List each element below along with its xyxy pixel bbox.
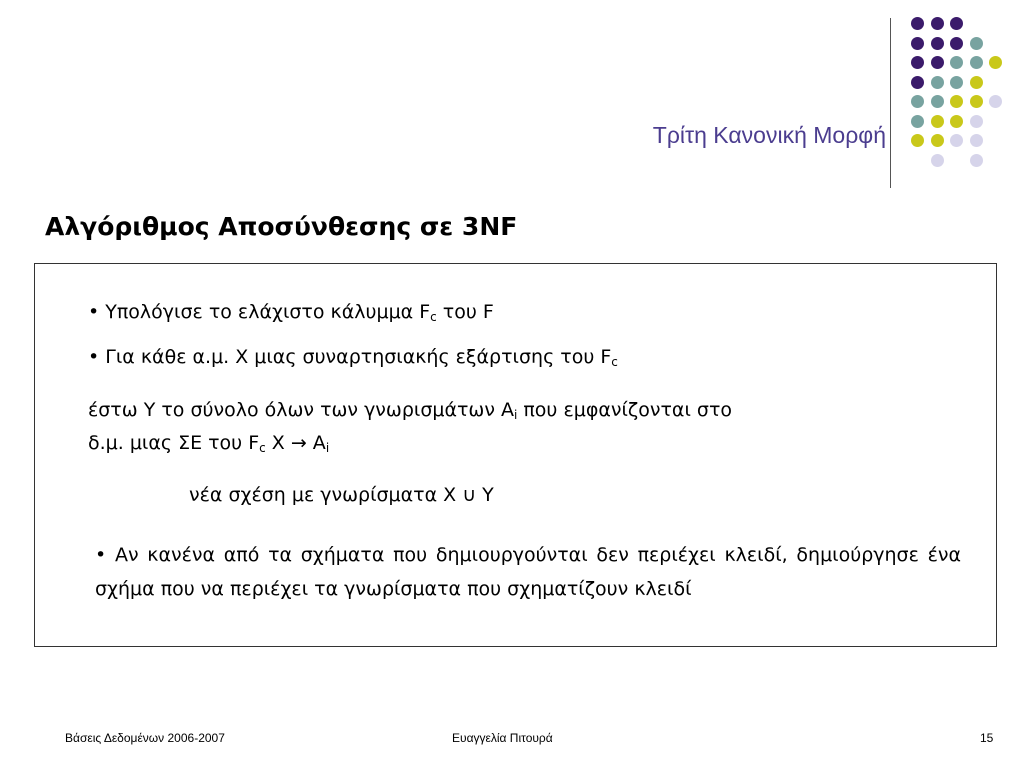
bullet-text: Για κάθε α.μ. X μιας συναρτησιακής εξάρτισης του F	[105, 346, 612, 368]
decorative-dot	[970, 154, 983, 167]
subscript: c	[259, 441, 266, 455]
decorative-dot	[931, 154, 944, 167]
bullet-marker: •	[95, 544, 107, 566]
decorative-dot	[950, 134, 963, 147]
decorative-dot	[950, 37, 963, 50]
new-relation-line: νέα σχέση με γνωρίσματα X ∪ Y	[189, 484, 494, 506]
bullet-for-each-lhs	[88, 346, 618, 369]
subscript: c	[430, 310, 437, 324]
slide-heading: Αλγόριθμος Αποσύνθεσης σε 3NF	[45, 212, 518, 241]
decorative-dot	[989, 56, 1002, 69]
text-tail: που εμφανίζονται στο	[517, 399, 733, 421]
decorative-dot	[931, 95, 944, 108]
decorative-dot	[970, 37, 983, 50]
decorative-dot	[931, 115, 944, 128]
decorative-dot	[989, 95, 1002, 108]
decorative-dot	[950, 115, 963, 128]
bullet-tail: του F	[436, 301, 494, 323]
subscript: i	[325, 441, 330, 455]
decorative-dot	[911, 56, 924, 69]
header-divider	[890, 18, 891, 188]
footer-course: Βάσεις Δεδομένων 2006-2007	[65, 731, 225, 745]
bullet-text: Αν κανένα από τα σχήματα που δημιουργούνται δεν περιέχει κλειδί, δημιούργησε ένα σχήμα που να περιέχει τα γνωρίσματα που σχηματίζουν κλειδί	[95, 544, 961, 600]
bullet-marker: •	[88, 301, 100, 323]
subscript: i	[513, 408, 518, 422]
text: δ.μ. μιας ΣΕ του F	[88, 432, 260, 454]
decorative-dot	[970, 115, 983, 128]
decorative-dot	[911, 134, 924, 147]
decorative-dot	[950, 17, 963, 30]
decorative-dot	[970, 95, 983, 108]
subscript: c	[611, 355, 618, 369]
decorative-dot	[950, 56, 963, 69]
bullet-key-schema	[95, 538, 961, 606]
decorative-dot	[970, 76, 983, 89]
decorative-dot	[911, 76, 924, 89]
bullet-marker: •	[88, 346, 100, 368]
bullet-text: Υπολόγισε το ελάχιστο κάλυμμα F	[105, 301, 431, 323]
decorative-dot	[931, 76, 944, 89]
decorative-dot	[911, 115, 924, 128]
decorative-dot	[970, 56, 983, 69]
decorative-dot	[911, 95, 924, 108]
let-y-line-1	[88, 399, 732, 422]
slide-section-title: Τρίτη Κανονική Μορφή	[652, 122, 886, 148]
decorative-dot	[970, 134, 983, 147]
bullet-compute-cover	[88, 301, 494, 324]
let-y-line-2	[88, 432, 329, 455]
footer-page-number: 15	[980, 731, 994, 745]
footer-author: Ευαγγελία Πιτουρά	[452, 731, 553, 745]
decorative-dot	[911, 37, 924, 50]
text-mid: X → A	[265, 432, 326, 454]
decorative-dot	[931, 56, 944, 69]
decorative-dot	[950, 95, 963, 108]
decorative-dot	[911, 17, 924, 30]
text: έστω Y το σύνολο όλων των γνωρισμάτων A	[88, 399, 514, 421]
decorative-dot	[950, 76, 963, 89]
decorative-dot	[931, 17, 944, 30]
decorative-dot	[931, 134, 944, 147]
decorative-dot	[931, 37, 944, 50]
